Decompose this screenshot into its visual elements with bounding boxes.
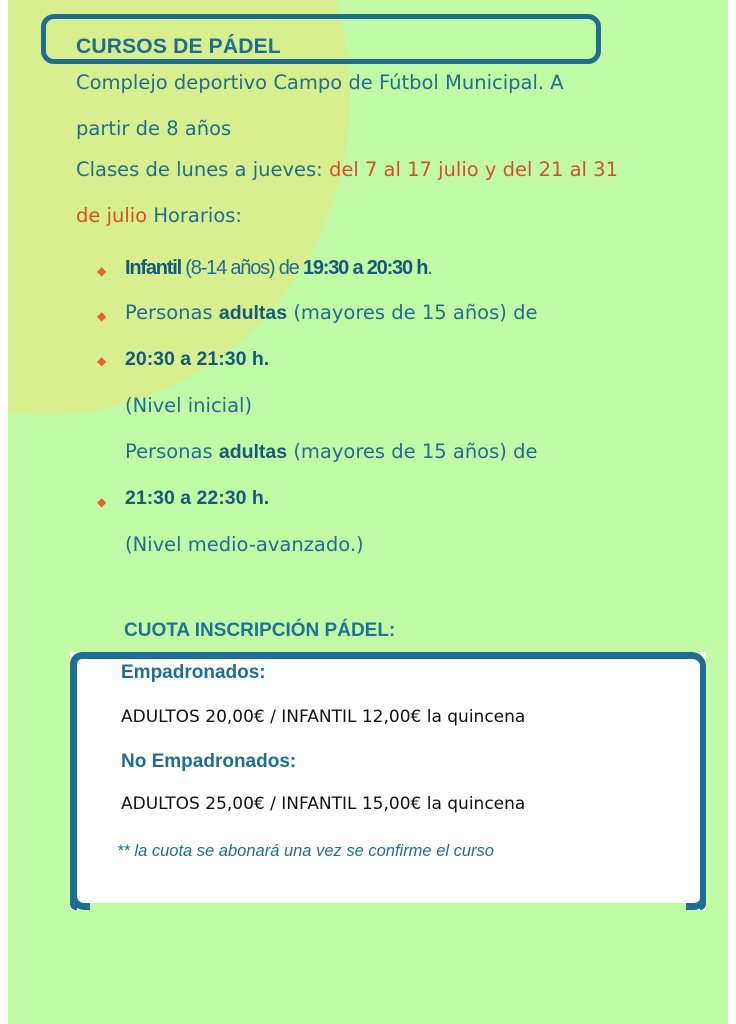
- infantil-end: .: [427, 257, 432, 279]
- classes-prefix: Clases de lunes a jueves:: [76, 158, 329, 181]
- fees-box-border: [70, 652, 706, 910]
- bullet-icon: ◆: [97, 354, 107, 368]
- adults2-prefix: Personas: [125, 440, 219, 463]
- infantil-label: Infantil: [125, 257, 181, 279]
- bullet-icon: ◆: [97, 309, 107, 323]
- location-line-1: Complejo deportivo Campo de Fútbol Municipal. A: [76, 71, 564, 94]
- adults1-bold: adultas: [218, 302, 288, 324]
- classes-line-2: [76, 204, 242, 227]
- adults2-bold: adultas: [218, 441, 288, 463]
- adults1-suffix: (mayores de 15 años) de: [287, 301, 538, 324]
- classes-dates: del 7 al 17 julio y del 21 al 31: [328, 158, 618, 181]
- fees-heading: CUOTA INSCRIPCIÓN PÁDEL:: [124, 620, 396, 641]
- adults1-prefix: Personas: [125, 301, 219, 324]
- infantil-time: 19:30 a 20:30 h: [302, 257, 428, 279]
- adults2-time: 21:30 a 22:30 h.: [125, 487, 270, 509]
- fees-box-corner-left: [70, 880, 90, 910]
- unregistered-label: No Empadronados:: [121, 751, 297, 772]
- adults2-level: (Nivel medio-avanzado.): [125, 533, 364, 556]
- page-title: CURSOS DE PÁDEL: [76, 35, 281, 58]
- registered-prices: ADULTOS 20,00€ / INFANTIL 12,00€ la quincena: [121, 707, 526, 727]
- bullet-icon: ◆: [97, 264, 107, 278]
- location-line-2: partir de 8 años: [76, 117, 232, 140]
- fees-box-gap: [90, 903, 686, 910]
- registered-label: Empadronados:: [121, 662, 266, 683]
- classes-dates-end: de julio: [76, 204, 148, 227]
- classes-line-1: [76, 158, 618, 181]
- fees-box-corner-right: [686, 880, 706, 910]
- infantil-ages: (8-14 años) de: [180, 257, 303, 279]
- fees-note: ** la cuota se abonará una vez se confirme el curso: [117, 842, 494, 860]
- adults2-suffix: (mayores de 15 años) de: [287, 440, 538, 463]
- schedule-adults-2: [125, 440, 537, 464]
- schedule-infantil: [125, 257, 432, 280]
- horarios-label: Horarios:: [147, 204, 242, 227]
- adults1-level: (Nivel inicial): [125, 394, 253, 417]
- unregistered-prices: ADULTOS 25,00€ / INFANTIL 15,00€ la quincena: [121, 794, 526, 814]
- bullet-icon: ◆: [97, 495, 107, 509]
- schedule-adults-1: [125, 301, 537, 325]
- adults1-time: 20:30 a 21:30 h.: [125, 348, 270, 370]
